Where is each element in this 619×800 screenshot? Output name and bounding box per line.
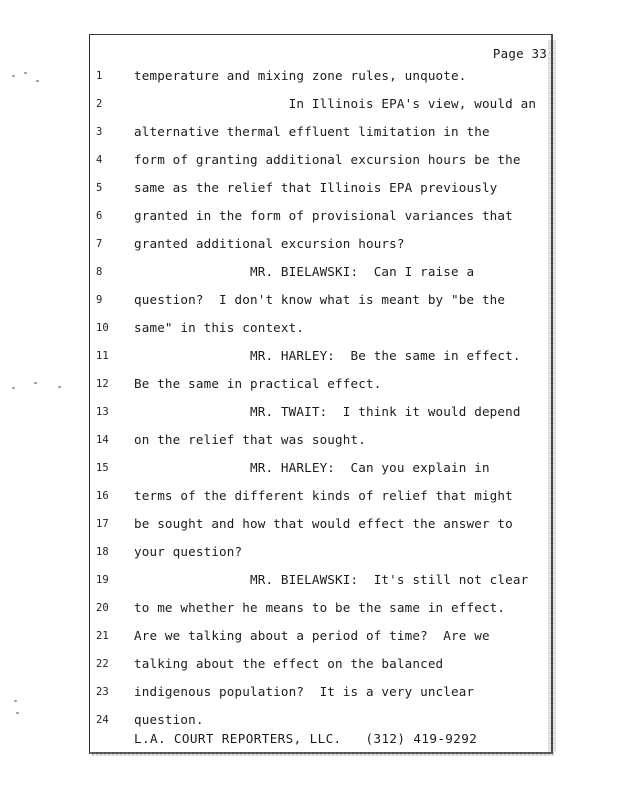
line-text: Be the same in practical effect.	[134, 376, 382, 391]
line-number: 13	[96, 406, 109, 418]
line-number: 1	[96, 70, 103, 82]
line-number: 22	[96, 658, 109, 670]
transcript-line	[0, 514, 619, 534]
line-text: be sought and how that would effect the answer to	[134, 516, 513, 531]
transcript-line	[0, 206, 619, 226]
line-number: 18	[96, 546, 109, 558]
transcript-page-border	[89, 34, 553, 754]
line-number: 4	[96, 154, 103, 166]
line-text: MR. BIELAWSKI: It's still not clear	[134, 572, 529, 587]
transcript-line	[0, 318, 619, 338]
line-text: temperature and mixing zone rules, unquote.	[134, 68, 467, 83]
line-number: 3	[96, 126, 103, 138]
line-number: 15	[96, 462, 109, 474]
transcript-line	[0, 374, 619, 394]
line-text: same as the relief that Illinois EPA previously	[134, 180, 498, 195]
transcript-line	[0, 430, 619, 450]
line-text: talking about the effect on the balanced	[134, 656, 444, 671]
transcript-line	[0, 682, 619, 702]
transcript-line	[0, 570, 619, 590]
line-text: same" in this context.	[134, 320, 305, 335]
transcript-line	[0, 94, 619, 114]
line-text: MR. HARLEY: Can you explain in	[134, 460, 490, 475]
transcript-line	[0, 262, 619, 282]
transcript-line	[0, 178, 619, 198]
line-text: to me whether he means to be the same in effect.	[134, 600, 506, 615]
transcript-line	[0, 486, 619, 506]
transcript-line	[0, 122, 619, 142]
line-number: 11	[96, 350, 109, 362]
line-number: 16	[96, 490, 109, 502]
line-number: 21	[96, 630, 109, 642]
line-text: MR. BIELAWSKI: Can I raise a	[134, 264, 475, 279]
line-text: form of granting additional excursion hours be the	[134, 152, 521, 167]
line-number: 2	[96, 98, 103, 110]
transcript-line	[0, 654, 619, 674]
line-text: granted in the form of provisional variances that	[134, 208, 513, 223]
line-number: 5	[96, 182, 103, 194]
line-text: MR. TWAIT: I think it would depend	[134, 404, 521, 419]
line-text: on the relief that was sought.	[134, 432, 366, 447]
line-number: 9	[96, 294, 103, 306]
transcript-line	[0, 626, 619, 646]
line-number: 14	[96, 434, 109, 446]
line-number: 8	[96, 266, 103, 278]
line-text: granted additional excursion hours?	[134, 236, 405, 251]
scan-edge-artifact-bottom	[92, 752, 554, 756]
line-number: 10	[96, 322, 109, 334]
transcript-line	[0, 346, 619, 366]
transcript-line	[0, 234, 619, 254]
line-number: 20	[96, 602, 109, 614]
line-text: your question?	[134, 544, 243, 559]
line-text: question.	[134, 712, 204, 727]
line-number: 6	[96, 210, 103, 222]
transcript-line	[0, 402, 619, 422]
transcript-line	[0, 66, 619, 86]
line-text: Are we talking about a period of time? Are we	[134, 628, 490, 643]
line-number: 17	[96, 518, 109, 530]
line-number: 12	[96, 378, 109, 390]
line-text: terms of the different kinds of relief that might	[134, 488, 513, 503]
line-text: In Illinois EPA's view, would an	[134, 96, 537, 111]
transcript-line	[0, 710, 619, 730]
transcript-line	[0, 458, 619, 478]
line-number: 19	[96, 574, 109, 586]
line-text: question? I don't know what is meant by "be the	[134, 292, 506, 307]
transcript-line	[0, 542, 619, 562]
transcript-line	[0, 150, 619, 170]
line-text: alternative thermal effluent limitation in the	[134, 124, 490, 139]
line-text: indigenous population? It is a very unclear	[134, 684, 475, 699]
transcript-line	[0, 290, 619, 310]
line-number: 24	[96, 714, 109, 726]
line-number: 23	[96, 686, 109, 698]
line-text: MR. HARLEY: Be the same in effect.	[134, 348, 521, 363]
page-number: Page 33	[492, 46, 547, 61]
transcript-line	[0, 598, 619, 618]
court-reporter-footer: L.A. COURT REPORTERS, LLC. (312) 419-9292	[134, 731, 478, 746]
line-number: 7	[96, 238, 103, 250]
